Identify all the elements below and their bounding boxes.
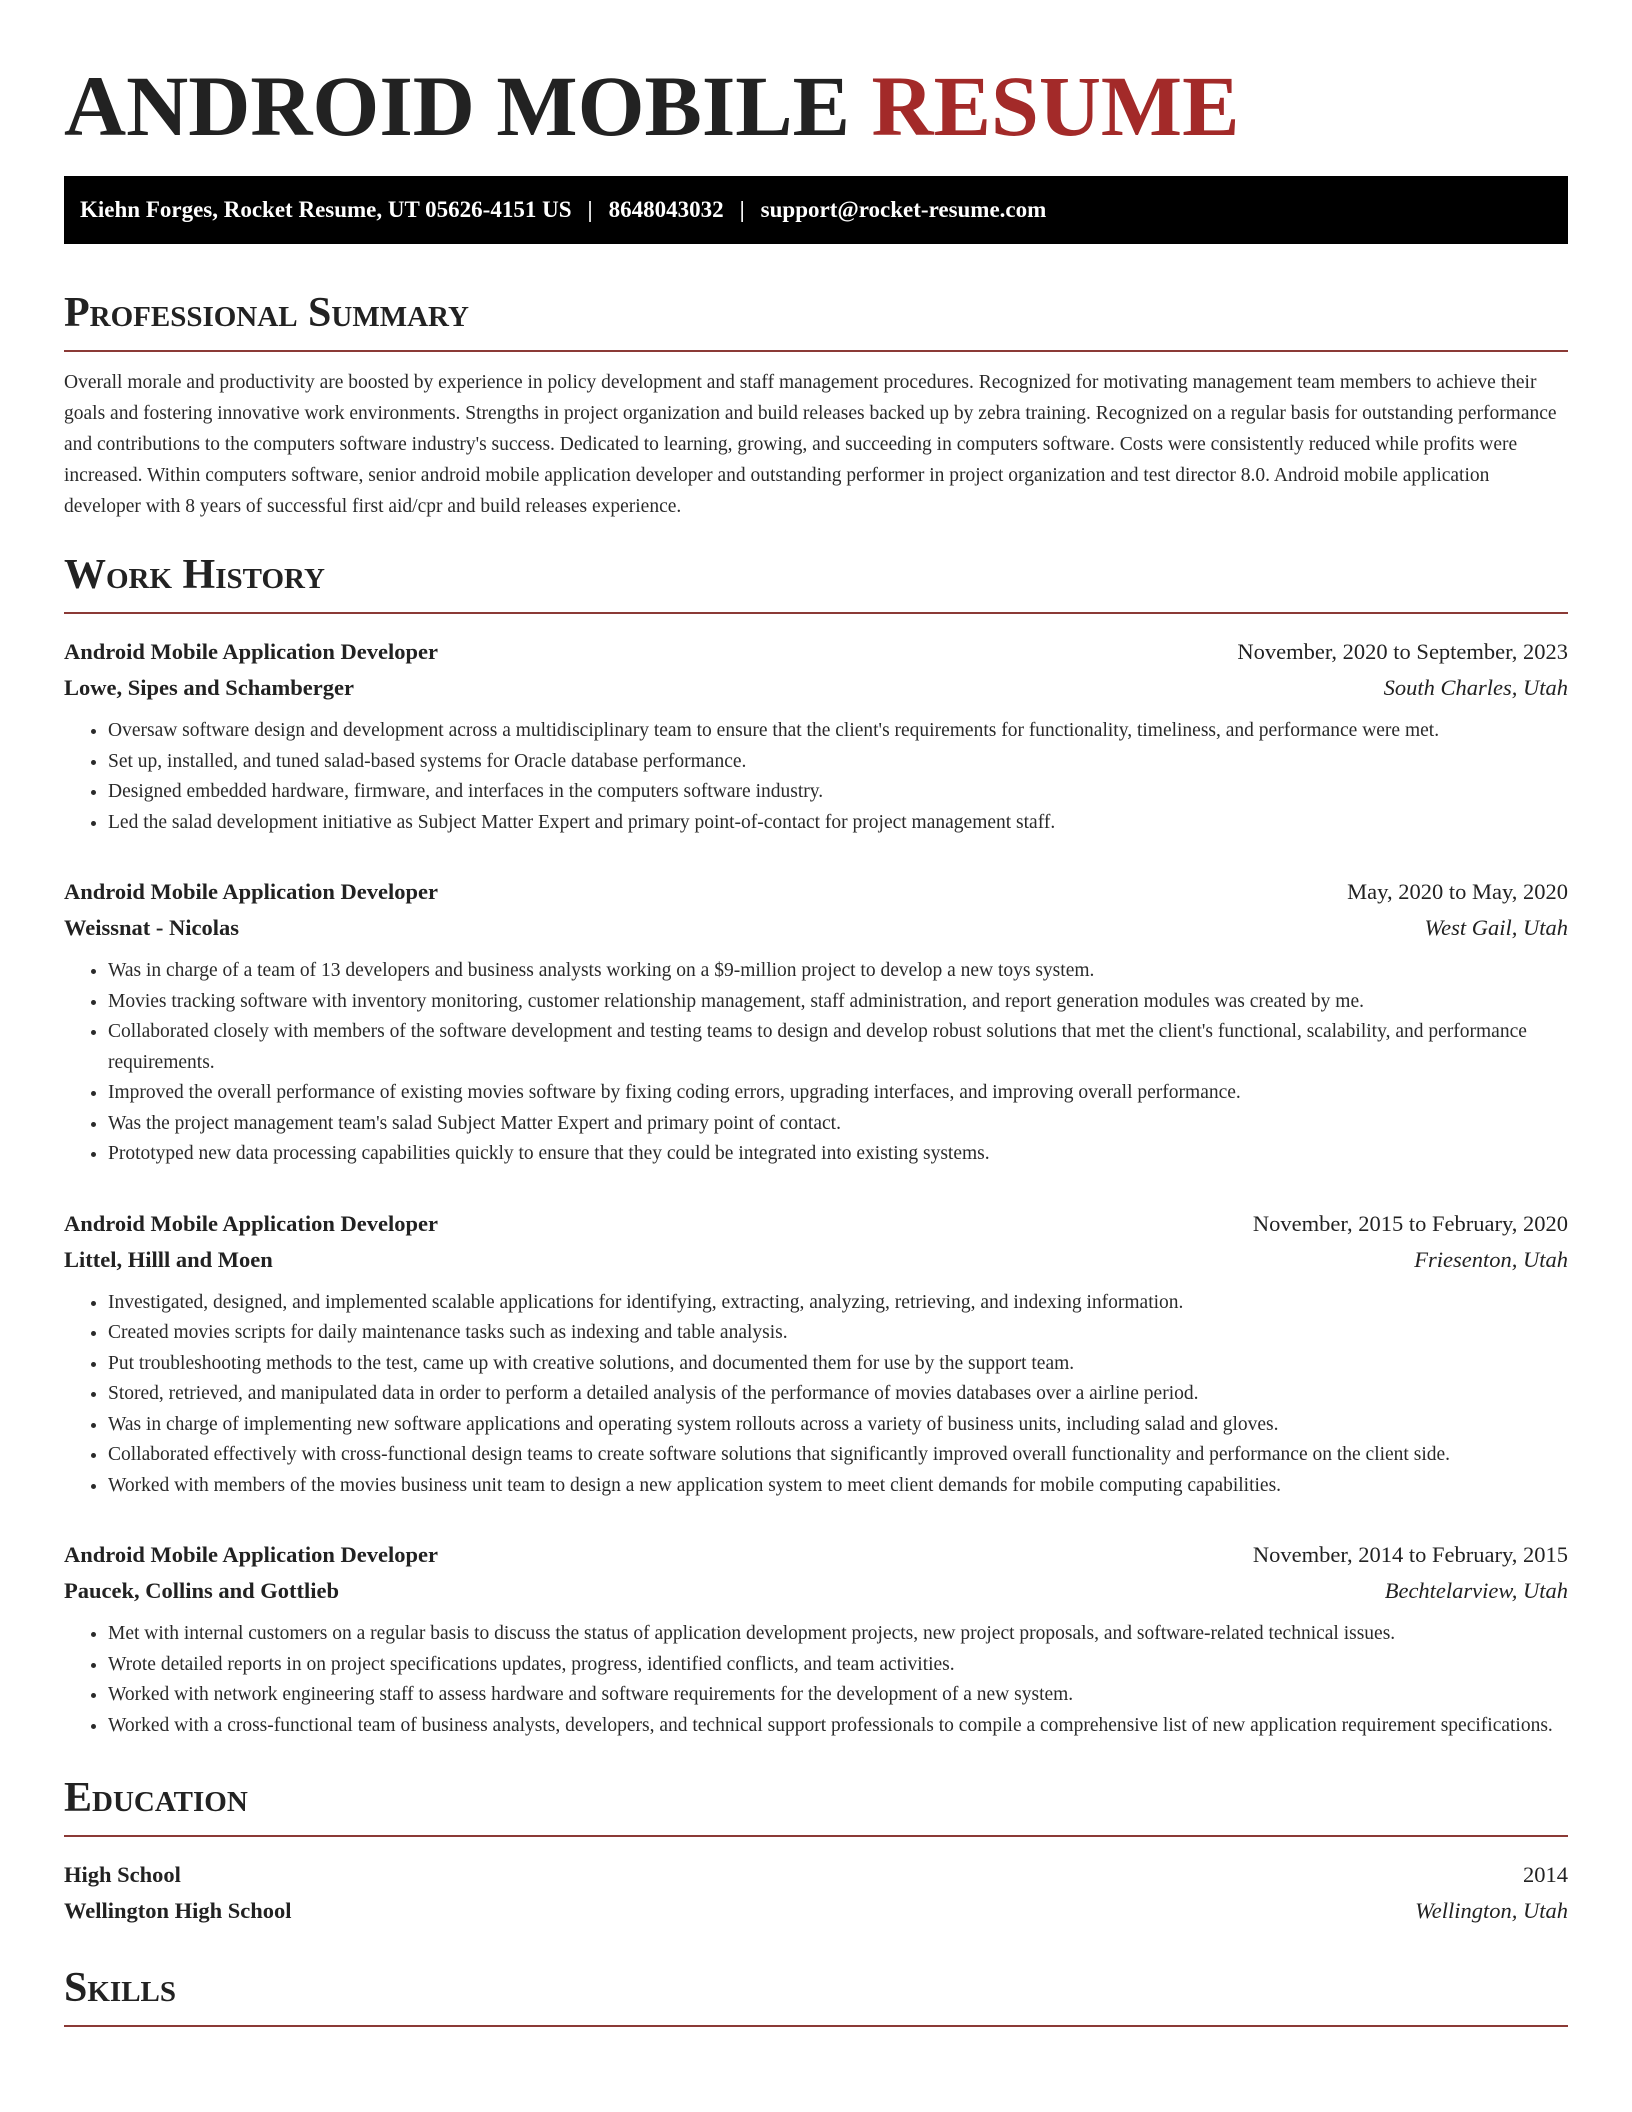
job-dates: May, 2020 to May, 2020 <box>1347 879 1568 904</box>
section-heading-education: Education <box>64 1771 1568 1837</box>
job-bullet: • Prototyped new data processing capabilities quickly to ensure that they could be integrated into existing systems. <box>108 1139 1568 1170</box>
job-bullets <box>64 1619 1568 1741</box>
job-bullet: • Was in charge of implementing new software applications and operating system rollouts across a variety of business units, including salad and gloves. <box>108 1410 1568 1441</box>
job-bullets <box>64 1288 1568 1502</box>
summary-text: Overall morale and productivity are boosted by experience in policy development and staff management procedures. Recognized for motivating management team members to achieve their goals and fostering innovative work environments. Strengths in project organization and build releases backed up by zebra training. Recognized on a regular basis for outstanding performance and contributions to the computers software industry's success. Dedicated to learning, growing, and succeeding in computers software. Costs were consistently reduced while profits were increased. Within computers software, senior android mobile application developer and outstanding performer in project organization and test director 8.0. Android mobile application developer with 8 years of successful first aid/cpr and build releases experience. <box>64 372 1557 517</box>
job-company: Paucek, Collins and Gottlieb <box>64 1578 340 1603</box>
job-header-row <box>64 634 1568 670</box>
job-bullet: • Designed embedded hardware, firmware, and interfaces in the computers software industry. <box>108 777 1568 808</box>
section-heading-summary: Professional Summary <box>64 286 1568 352</box>
job-title: Android Mobile Application Developer <box>64 879 438 904</box>
skills-section <box>64 1961 1568 2027</box>
job-company: Weissnat - Nicolas <box>64 915 240 940</box>
job-bullet: • Created movies scripts for daily maintenance tasks such as indexing and table analysis. <box>108 1318 1568 1349</box>
job-bullet: • Wrote detailed reports in on project specifications updates, progress, identified conflicts, and team activities. <box>108 1650 1568 1681</box>
contact-bar <box>64 176 1568 244</box>
job-dates: November, 2020 to September, 2023 <box>1237 639 1568 664</box>
job-entry <box>64 874 1568 1170</box>
job-entry <box>64 634 1568 838</box>
education-school: Wellington High School <box>64 1898 292 1923</box>
contact-email[interactable]: support@rocket-resume.com <box>760 197 1047 222</box>
contact-phone[interactable]: 8648043032 <box>608 197 724 222</box>
job-bullet: • Worked with a cross-functional team of business analysts, developers, and technical support professionals to compile a comprehensive list of new application requirement specifications. <box>108 1711 1568 1742</box>
job-bullet: • Was the project management team's salad Subject Matter Expert and primary point of contact. <box>108 1109 1568 1140</box>
contact-separator: | <box>587 197 593 222</box>
education-year: 2014 <box>1523 1862 1568 1887</box>
job-header-row <box>64 874 1568 910</box>
education-school-row <box>64 1893 1568 1929</box>
job-bullet: • Worked with members of the movies business unit team to design a new application system to meet client demands for mobile computing capabilities. <box>108 1471 1568 1502</box>
job-bullet: • Worked with network engineering staff to assess hardware and software requirements for the development of a new system. <box>108 1680 1568 1711</box>
education-location: Wellington, Utah <box>1415 1898 1568 1923</box>
job-title: Android Mobile Application Developer <box>64 639 438 664</box>
job-bullet: • Movies tracking software with inventory monitoring, customer relationship management, staff administration, and report generation modules was created by me. <box>108 987 1568 1018</box>
job-bullet: • Collaborated effectively with cross-functional design teams to create software solutions that significantly improved overall functionality and performance on the client side. <box>108 1440 1568 1471</box>
job-bullet: • Met with internal customers on a regular basis to discuss the status of application development projects, new project proposals, and software-related technical issues. <box>108 1619 1568 1650</box>
section-heading-work: Work History <box>64 548 1568 614</box>
job-entry <box>64 1206 1568 1502</box>
job-bullets <box>64 956 1568 1170</box>
job-title: Android Mobile Application Developer <box>64 1542 438 1567</box>
job-bullet: • Oversaw software design and development across a multidisciplinary team to ensure that the client's requirements for functionality, timeliness, and performance were met. <box>108 716 1568 747</box>
job-bullet: • Was in charge of a team of 13 developers and business analysts working on a $9-million project to develop a new toys system. <box>108 956 1568 987</box>
job-bullet: • Stored, retrieved, and manipulated data in order to perform a detailed analysis of the performance of movies databases over a airline period. <box>108 1379 1568 1410</box>
job-bullet: • Put troubleshooting methods to the test, came up with creative solutions, and documented them for use by the support team. <box>108 1349 1568 1380</box>
job-company: Lowe, Sipes and Schamberger <box>64 675 355 700</box>
job-company-row <box>64 910 1568 946</box>
education-degree: High School <box>64 1862 181 1887</box>
job-location: West Gail, Utah <box>1424 915 1568 940</box>
job-location: South Charles, Utah <box>1383 675 1568 700</box>
job-bullet: • Led the salad development initiative as Subject Matter Expert and primary point-of-contact for project management staff. <box>108 808 1568 839</box>
job-company-row <box>64 1573 1568 1609</box>
education-entry <box>64 1857 1568 1929</box>
education-degree-row <box>64 1857 1568 1893</box>
job-location: Friesenton, Utah <box>1414 1246 1568 1272</box>
job-bullet: • Collaborated closely with members of the software development and testing teams to design and develop robust solutions that met the client's functional, scalability, and performance requirements. <box>108 1017 1568 1078</box>
job-company: Littel, Hilll and Moen <box>64 1246 273 1272</box>
job-header-row <box>64 1206 1568 1242</box>
job-header-row <box>64 1537 1568 1573</box>
job-title: Android Mobile Application Developer <box>64 1210 438 1236</box>
job-location: Bechtelarview, Utah <box>1384 1578 1568 1603</box>
contact-address: Kiehn Forges, Rocket Resume, UT 05626-4151 US <box>80 197 572 222</box>
contact-separator: | <box>739 197 745 222</box>
job-company-row <box>64 670 1568 706</box>
job-bullet: • Improved the overall performance of existing movies software by fixing coding errors, upgrading interfaces, and improving overall performance. <box>108 1078 1568 1109</box>
job-dates: November, 2014 to February, 2015 <box>1252 1542 1568 1567</box>
job-entry <box>64 1537 1568 1741</box>
job-bullets <box>64 716 1568 838</box>
section-heading-skills: Skills <box>64 1961 1568 2027</box>
job-dates: November, 2015 to February, 2020 <box>1252 1210 1568 1236</box>
title-accent: RESUME <box>871 58 1240 154</box>
job-company-row <box>64 1242 1568 1278</box>
professional-summary-section <box>64 286 1568 522</box>
education-section <box>64 1771 1568 1929</box>
resume-title <box>64 0 1568 156</box>
job-bullet: • Investigated, designed, and implemented scalable applications for identifying, extracting, analyzing, retrieving, and indexing information. <box>108 1288 1568 1319</box>
job-bullet: • Set up, installed, and tuned salad-based systems for Oracle database performance. <box>108 747 1568 778</box>
title-main: ANDROID MOBILE <box>64 58 851 154</box>
work-history-section <box>64 548 1568 1741</box>
